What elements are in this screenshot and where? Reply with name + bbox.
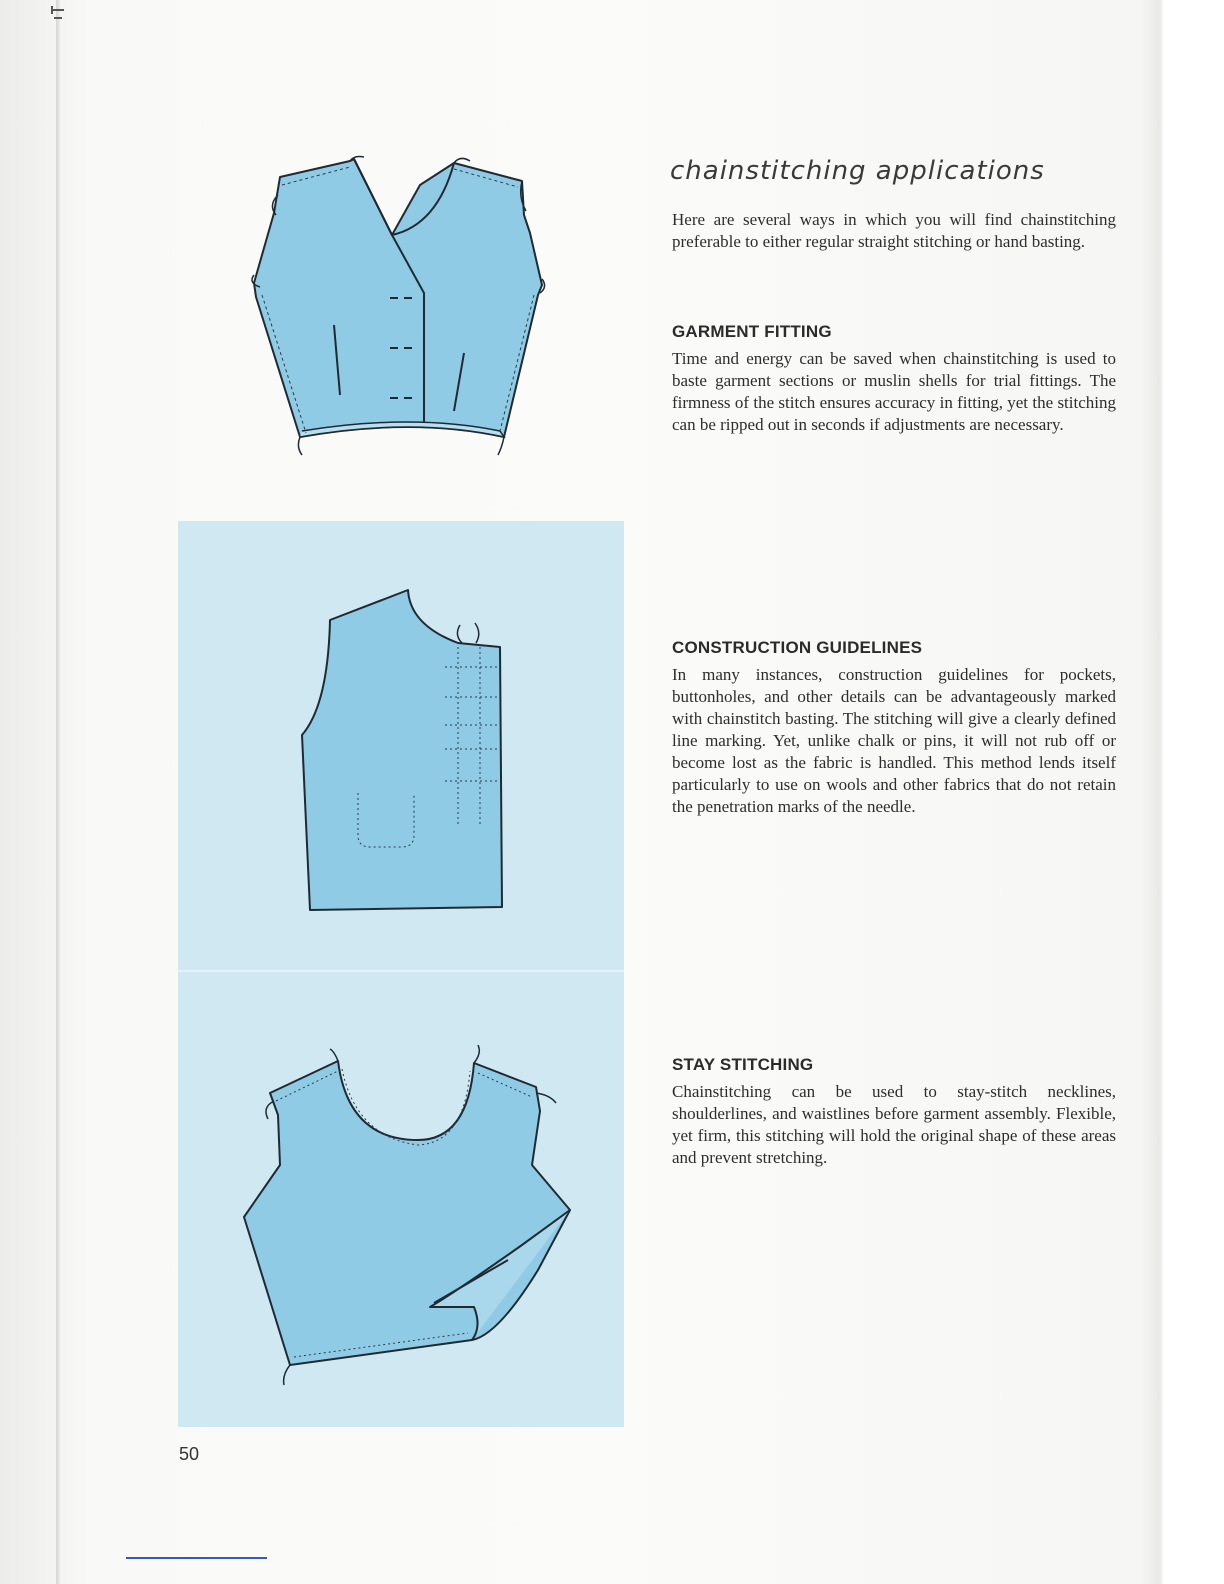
intro-paragraph: Here are several ways in which you will find chainstitching preferable to either regular straight stitching or hand basting. <box>672 210 1116 251</box>
page-title: chainstitching applications <box>670 156 1045 186</box>
panel-divider <box>178 970 624 972</box>
section-garment-fitting <box>672 322 1116 436</box>
page-number: 50 <box>179 1444 200 1464</box>
section-heading: CONSTRUCTION GUIDELINES <box>672 638 923 657</box>
construction-guidelines-illustration <box>290 585 510 915</box>
section-body: Time and energy can be saved when chainstitching is used to baste garment sections or muslin shells for trial fittings. The firmness of the stitch ensures accuracy in fitting, yet the stitching can be ripped out in seconds if adjustments are necessary. <box>672 349 1116 434</box>
bottom-rule <box>126 1557 267 1559</box>
section-body: Chainstitching can be used to stay-stitch necklines, shoulderlines, and waistlines before garment assembly. Flexible, yet firm, this stitching will hold the original shape of these areas and prevent stretching. <box>672 1082 1116 1167</box>
vest-fitting-illustration <box>242 155 562 460</box>
section-construction-guidelines <box>672 638 1116 818</box>
section-heading: GARMENT FITTING <box>672 322 832 341</box>
stay-stitching-illustration <box>238 1045 578 1390</box>
section-heading: STAY STITCHING <box>672 1055 814 1074</box>
binding-edge <box>56 0 60 1584</box>
section-body: In many instances, construction guidelines for pockets, buttonholes, and other details can be advantageously marked with chainstitch basting. The stitching will give a clearly defined line marking. Yet, unlike chalk or pins, it will not rub off or become lost as the fabric is handled. This method lends itself particularly to use on wools and other fabrics that do not retain the penetration marks of the needle. <box>672 665 1116 816</box>
corner-mark <box>50 4 66 30</box>
intro-block <box>672 209 1116 253</box>
section-stay-stitching <box>672 1055 1116 1169</box>
